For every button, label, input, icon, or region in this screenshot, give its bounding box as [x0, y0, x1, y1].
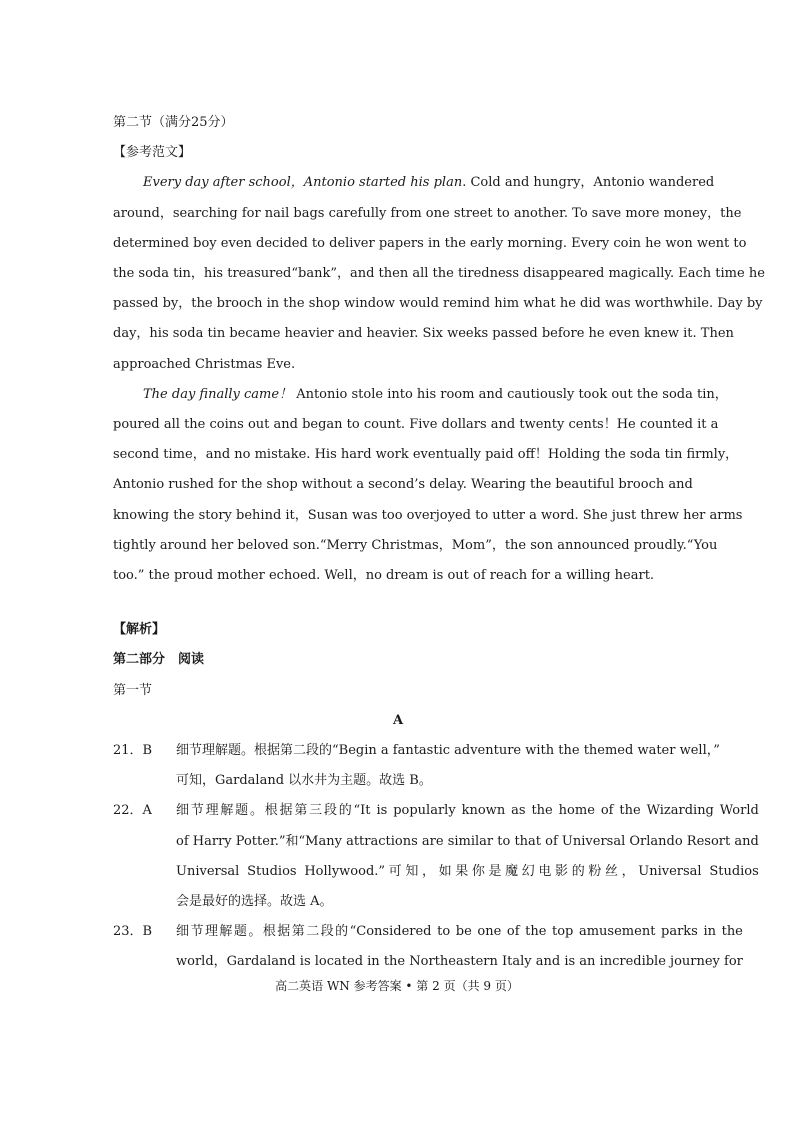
line-text: Antonio stole into his room and cautiously took out the soda tin， — [292, 386, 728, 402]
page-footer: 高二英语 WN 参考答案 • 第 2 页（共 9 页） — [275, 979, 519, 993]
paragraph-line: around，searching for nail bags carefully from one street to another. To save more money，the — [113, 205, 742, 221]
answer-line: of Harry Potter.”和“Many attractions are similar to that of Universal Orlando Resort and — [176, 833, 759, 849]
answer-line: 可知，Gardaland 以水井为主题。故选 B。 — [176, 773, 432, 789]
italic-lead: The day finally came！ — [143, 386, 293, 402]
answer-line: 细节理解题。根据第三段的“It is popularly known as the home of the Wizarding World — [176, 803, 759, 819]
italic-lead: Every day after school，Antonio started his plan — [143, 175, 463, 191]
paragraph-line: tightly around her beloved son.“Merry Christmas，Mom”，the son announced proudly.“You — [113, 537, 718, 553]
answer-number: 21．B — [113, 743, 153, 759]
answer-line: 细节理解题。根据第二段的“Considered to be one of the top amusement parks in the — [176, 924, 743, 940]
paragraph-line: the soda tin，his treasured“bank”，and then all the tiredness disappeared magically. Each time he — [113, 266, 765, 282]
part-title: 第二部分 阅读 — [113, 652, 205, 668]
answer-line: 会是最好的选择。故选 A。 — [176, 894, 333, 910]
answer-item — [113, 736, 720, 796]
analysis-heading: 【解析】 — [113, 622, 166, 638]
answer-explanation — [176, 917, 743, 977]
answer-line: 细节理解题。根据第二段的“Begin a fantastic adventure with the themed water well，” — [176, 743, 720, 759]
answer-explanation — [176, 736, 720, 796]
answer-item — [113, 796, 759, 917]
answer-item — [113, 917, 743, 977]
section-title: 第二节（满分25分） — [113, 115, 234, 130]
paragraph-line: day，his soda tin became heavier and heavier. Six weeks passed before he even knew it. Then — [113, 326, 734, 342]
answer-explanation — [176, 796, 759, 917]
paragraph-line: poured all the coins out and began to count. Five dollars and twenty cents！He counted it a — [113, 417, 719, 433]
paragraph-line — [113, 380, 728, 410]
answer-line: Universal Studios Hollywood.”可知，如果你是魔幻电影的粉丝，Universal Studios — [176, 863, 759, 879]
passage-label: A — [392, 712, 404, 728]
paragraph-line: knowing the story behind it，Susan was too overjoyed to utter a word. She just threw her arms — [113, 507, 743, 523]
spacer — [113, 591, 683, 615]
line-text: . Cold and hungry，Antonio wandered — [462, 175, 715, 191]
paragraph-line: second time，and no mistake. His hard work eventually paid off！Holding the soda tin firmly， — [113, 447, 739, 463]
answer-number: 23．B — [113, 924, 153, 940]
answer-number: 22．A — [113, 803, 152, 819]
answer-line: world，Gardaland is located in the Northeastern Italy and is an incredible journey for — [176, 954, 743, 970]
subsection-title: 第一节 — [113, 682, 153, 698]
paragraph-line: Antonio rushed for the shop without a second’s delay. Wearing the beautiful brooch and — [113, 477, 693, 493]
essay-paragraph-1 — [113, 168, 765, 379]
paragraph-line: passed by，the brooch in the shop window would remind him what he did was worthwhile. Day by — [113, 296, 763, 312]
document-page — [113, 108, 765, 978]
paragraph-line: too.” the proud mother echoed. Well，no dream is out of reach for a willing heart. — [113, 568, 655, 584]
paragraph-line: determined boy even decided to deliver papers in the early morning. Every coin he won went to — [113, 235, 747, 251]
paragraph-line — [113, 168, 715, 198]
essay-paragraph-2 — [113, 380, 743, 591]
paragraph-line: approached Christmas Eve. — [113, 356, 296, 372]
essay-heading: 【参考范文】 — [113, 145, 192, 161]
